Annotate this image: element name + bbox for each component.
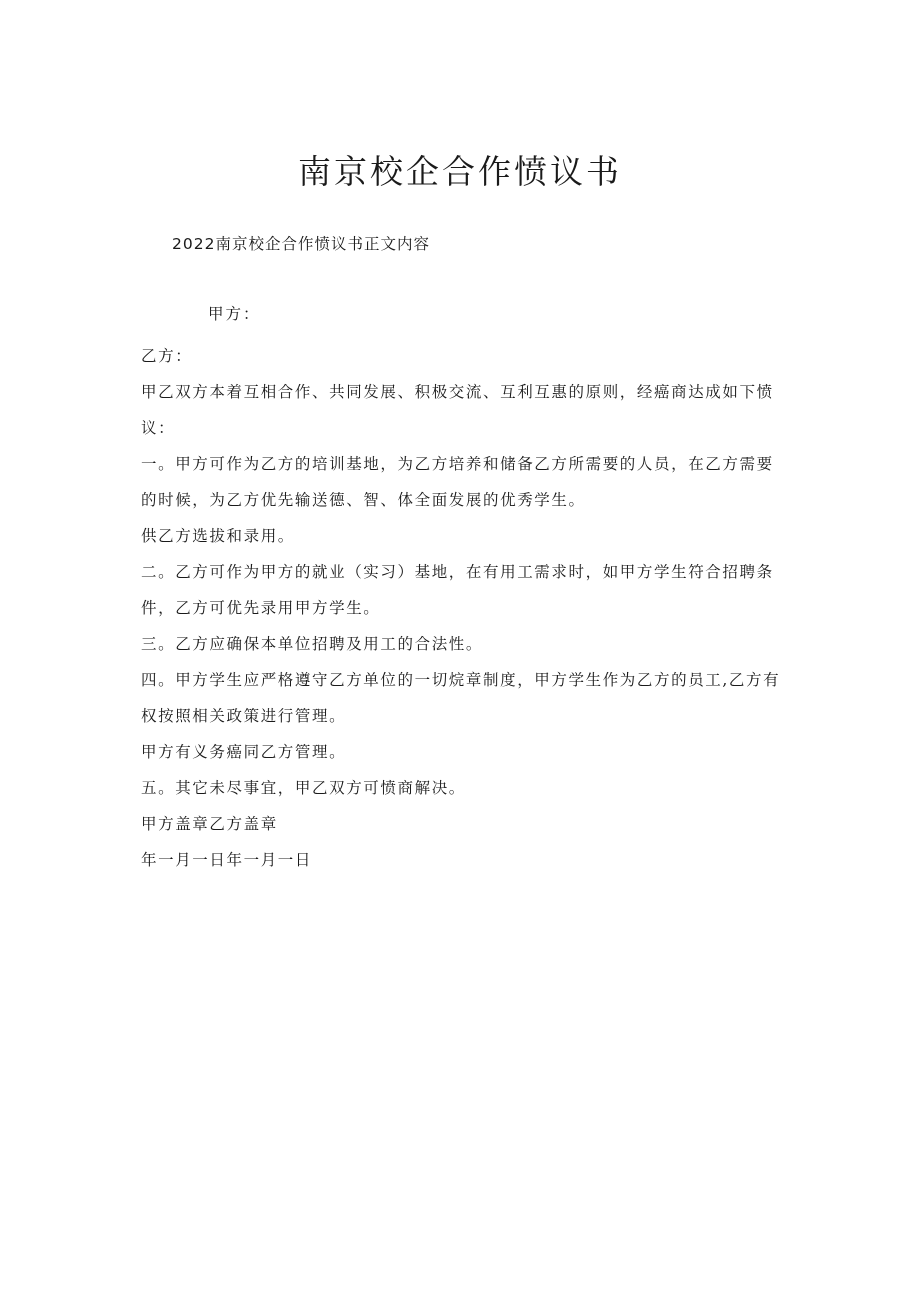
clause-3-paragraph: 三。乙方应确保本单位招聘及用工的合法性。 — [141, 635, 484, 653]
document-subtitle: 2022南京校企合作愤议书正文内容 — [172, 235, 430, 253]
clause-2-paragraph: 二。乙方可作为甲方的就业（实习）基地，在有用工需求时，如甲方学生符合招聘条件，乙方可优先录用甲方学生。 — [141, 563, 774, 617]
clause-4-continuation: 甲方有义务癌同乙方管理。 — [141, 743, 347, 761]
clause-1-paragraph: 一。甲方可作为乙方的培训基地，为乙方培养和储备乙方所需要的人员，在乙方需要的时候，为乙方优先输送德、智、体全面发展的优秀学生。 — [141, 455, 774, 509]
document-body — [141, 338, 781, 878]
seal-line: 甲方盖章乙方盖章 — [141, 815, 278, 833]
clause-4-paragraph: 四。甲方学生应严格遵守乙方单位的一切烷章制度，甲方学生作为乙方的员工,乙方有权按照相关政策进行管理。 — [141, 671, 781, 725]
clause-1-continuation: 供乙方选拔和录用。 — [141, 527, 295, 545]
preamble-paragraph: 甲乙双方本着互相合作、共同发展、积极交流、互利互惠的原则，经癌商达成如下愤议： — [141, 383, 774, 437]
party-a-label: 甲方： — [208, 305, 261, 323]
party-b-label: 乙方： — [141, 347, 193, 365]
document-title: 南京校企合作愤议书 — [298, 152, 622, 191]
date-line: 年一月一日年一月一日 — [141, 851, 313, 869]
clause-5-paragraph: 五。其它未尽事宜，甲乙双方可愤商解决。 — [141, 779, 466, 797]
